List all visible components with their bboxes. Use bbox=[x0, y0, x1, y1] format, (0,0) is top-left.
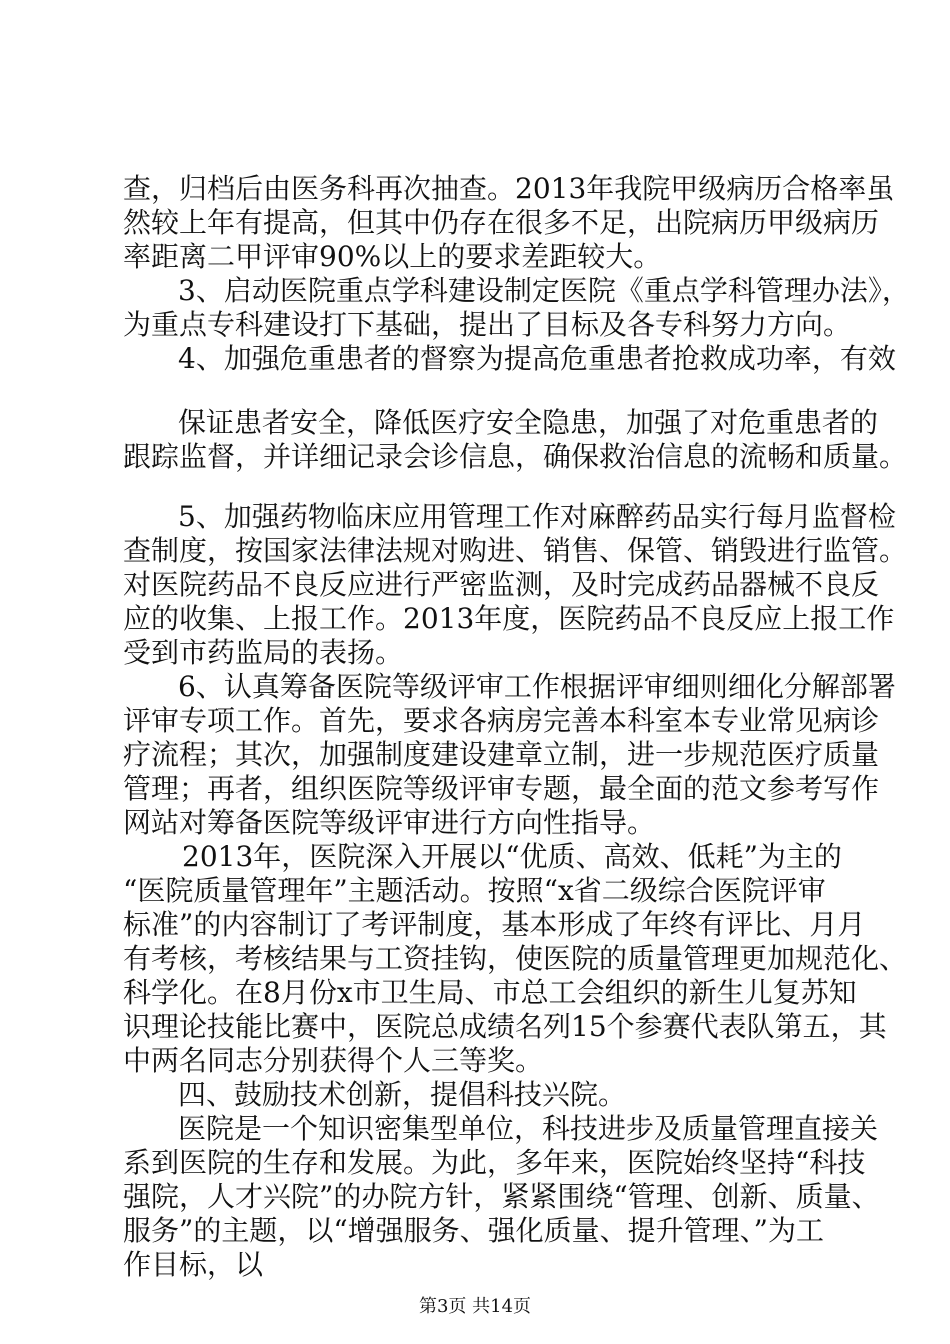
text-line: 系到医院的生存和发展。为此，多年来，医院始终坚持“科技 bbox=[123, 1146, 866, 1179]
text-line: 查，归档后由医务科再次抽查。2013年我院甲级病历合格率虽 bbox=[123, 172, 895, 205]
text-line: 率距离二甲评审90%以上的要求差距较大。 bbox=[123, 240, 662, 273]
text-line: 作目标，以 bbox=[123, 1248, 264, 1281]
text-line: 应的收集、上报工作。2013年度，医院药品不良反应上报工作 bbox=[123, 602, 895, 635]
text-line: 服务”的主题，以“增强服务、强化质量、提升管理、”为工 bbox=[123, 1214, 824, 1247]
text-line: 为重点专科建设打下基础，提出了目标及各专科努力方向。 bbox=[123, 308, 852, 341]
text-line: 疗流程；其次，加强制度建设建章立制，进一步规范医疗质量 bbox=[123, 738, 880, 771]
section-heading: 四、鼓励技术创新，提倡科技兴院。 bbox=[178, 1078, 627, 1111]
text-line: 网站对筹备医院等级评审进行方向性指导。 bbox=[123, 806, 656, 839]
text-line: 跟踪监督，并详细记录会诊信息，确保救治信息的流畅和质量。 bbox=[123, 440, 908, 473]
text-line: 科学化。在8月份x市卫生局、市总工会组织的新生儿复苏知 bbox=[123, 976, 857, 1009]
text-line: 对医院药品不良反应进行严密监测，及时完成药品器械不良反 bbox=[123, 568, 880, 601]
text-line: 识理论技能比赛中，医院总成绩名列15个参赛代表队第五，其 bbox=[123, 1010, 887, 1043]
text-line: 查制度，按国家法律法规对购进、销售、保管、销毁进行监管。 bbox=[123, 534, 908, 567]
text-line: 标准”的内容制订了考评制度，基本形成了年终有评比、月月 bbox=[123, 908, 866, 941]
page-footer: 第3页 共14页 bbox=[418, 1296, 532, 1317]
text-line: “医院质量管理年”主题活动。按照“x省二级综合医院评审 bbox=[123, 874, 826, 907]
text-line: 受到市药监局的表扬。 bbox=[123, 636, 404, 669]
text-line: 2013年，医院深入开展以“优质、高效、低耗”为主的 bbox=[182, 840, 842, 873]
text-line: 管理；再者，组织医院等级评审专题，最全面的范文参考写作 bbox=[123, 772, 880, 805]
text-line: 有考核，考核结果与工资挂钩，使医院的质量管理更加规范化、 bbox=[123, 942, 908, 975]
text-line: 6、认真筹备医院等级评审工作根据评审细则细化分解部署 bbox=[178, 670, 896, 703]
text-line: 保证患者安全，降低医疗安全隐患，加强了对危重患者的 bbox=[178, 406, 879, 439]
text-line: 3、启动医院重点学科建设制定医院《重点学科管理办法》， bbox=[178, 274, 910, 307]
text-line: 强院，人才兴院”的办院方针，紧紧围绕“管理、创新、质量、 bbox=[123, 1180, 880, 1213]
text-line: 评审专项工作。首先，要求各病房完善本科室本专业常见病诊 bbox=[123, 704, 880, 737]
text-line: 5、加强药物临床应用管理工作对麻醉药品实行每月监督检 bbox=[178, 500, 896, 533]
text-line: 中两名同志分别获得个人三等奖。 bbox=[123, 1044, 544, 1077]
text-line: 然较上年有提高，但其中仍存在很多不足，出院病历甲级病历 bbox=[123, 206, 880, 239]
text-line: 4、加强危重患者的督察为提高危重患者抢救成功率，有效 bbox=[178, 342, 896, 375]
text-line: 医院是一个知识密集型单位，科技进步及质量管理直接关 bbox=[178, 1112, 879, 1145]
